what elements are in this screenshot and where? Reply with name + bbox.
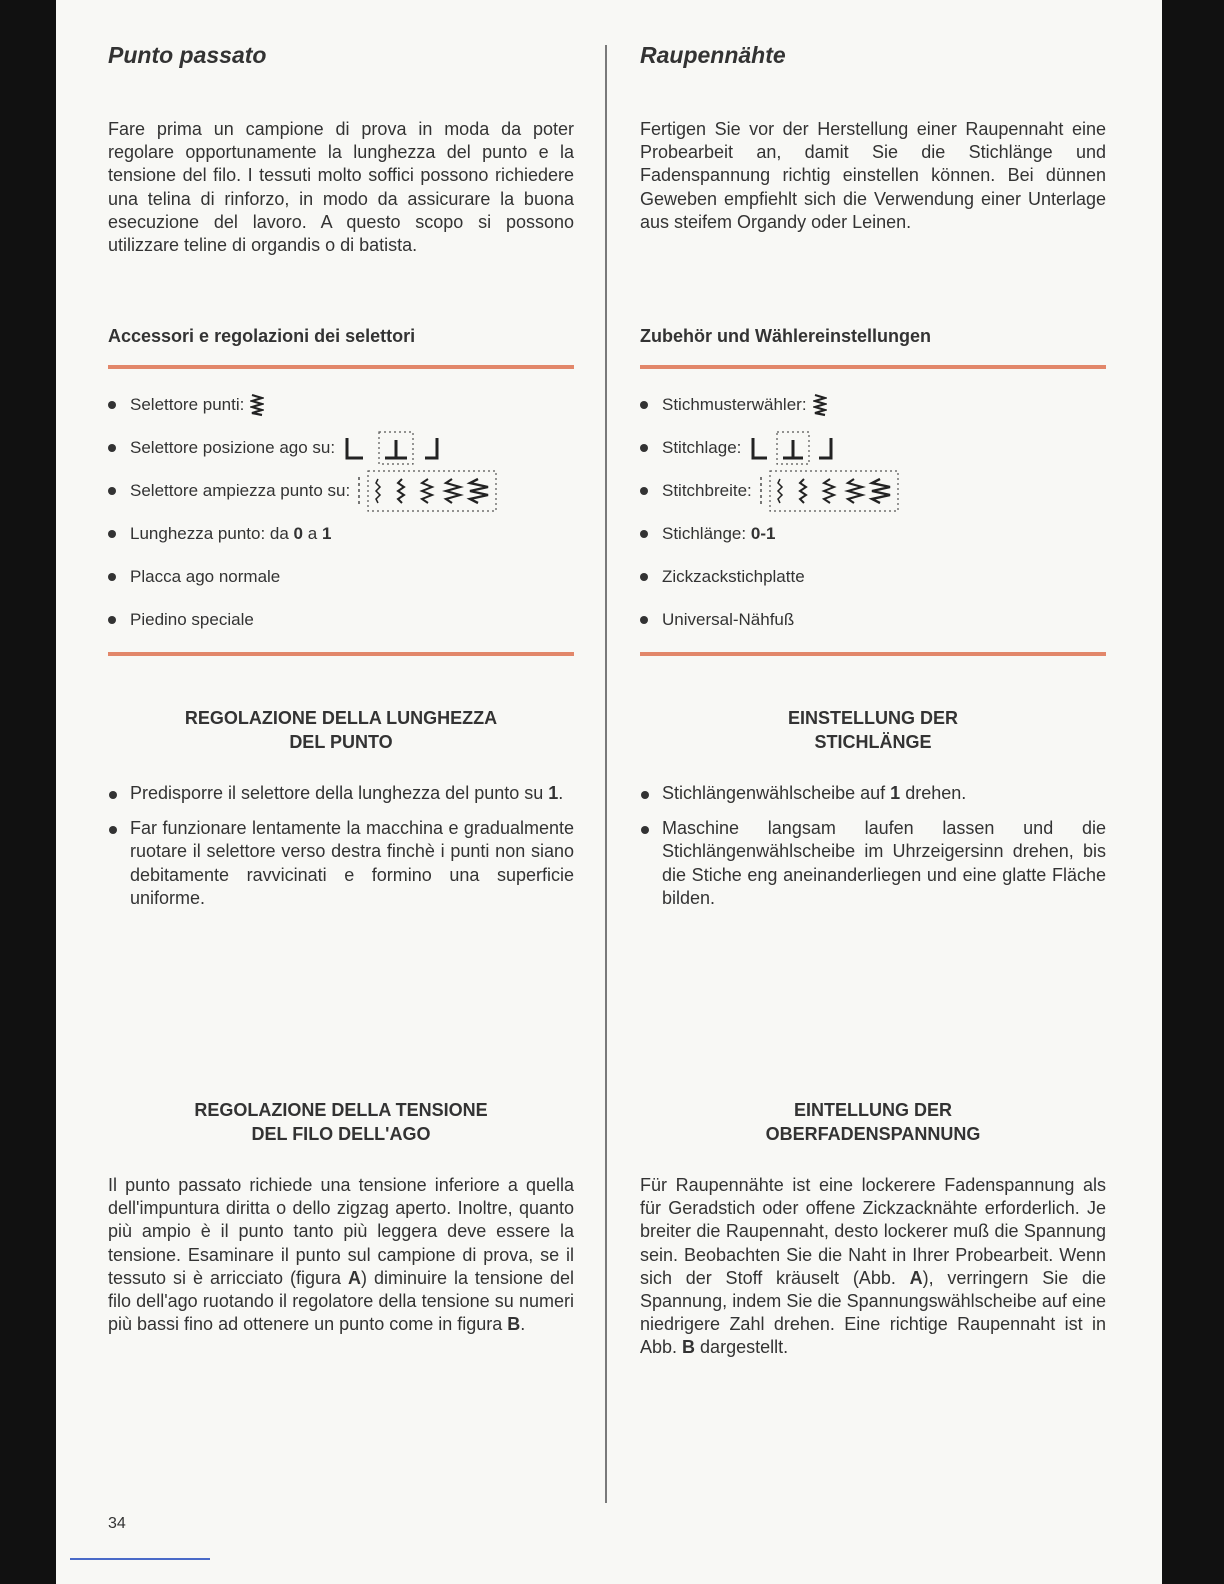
manual-page — [56, 0, 1162, 1584]
list-item: Selettore posizione ago su: — [108, 426, 574, 469]
list-item: Stitchbreite: — [640, 469, 1106, 512]
bullet-icon — [109, 791, 117, 799]
stitch-length-steps — [108, 782, 574, 922]
satin-stitch-pattern-icon — [813, 393, 827, 417]
scan-edge-left — [0, 0, 56, 1584]
intro-paragraph: Fertigen Sie vor der Herstellung einer Raupennaht eine Probearbeit an, damit Sie die Stichlänge und Fadenspannung richtig einstellen können. Bei dünnen Geweben empfiehlt sich die Verwendung einer Unterlage aus steifem Organdy oder Leinen. — [640, 119, 1106, 232]
thread-tension-paragraph: Il punto passato richiede una tensione inferiore a quella dell'impuntura diritta o dello zigzag aperto. Inoltre, quanto più ampio è il punto tanto più leggera deve essere la tensione. Esaminare il punto sul campione di prova, se il tessuto si è arricciato (figura A) diminuire la tensione del filo dell'ago ruotando il regolatore della tensione su numeri più bassi fino ad ottenere un punto come in figura B. — [108, 1175, 574, 1335]
stitch-width-icon — [356, 469, 500, 513]
bullet-icon — [108, 530, 116, 538]
settings-subheading: Accessori e regolazioni dei selettori — [108, 326, 416, 346]
list-item: Piedino speciale — [108, 598, 574, 641]
stitch-length-steps — [640, 782, 1106, 922]
thread-tension-heading: EINTELLUNG DER OBERFADENSPANNUNG — [765, 1100, 981, 1144]
needle-position-icon — [747, 430, 847, 466]
bullet-icon — [640, 530, 648, 538]
list-item: Stichlängenwählscheibe auf 1 drehen. — [640, 782, 1106, 805]
bullet-icon — [640, 401, 648, 409]
list-item: Lunghezza punto: da 0 a 1 — [108, 512, 574, 555]
list-item: Selettore punti: — [108, 383, 574, 426]
needle-position-icon — [341, 430, 461, 466]
list-item: Selettore ampiezza punto su: — [108, 469, 574, 512]
intro-paragraph: Fare prima un campione di prova in moda da poter regolare opportunamente la lunghezza del punto e la tensione del filo. I tessuti molto soffici possono richiedere una telina di rinforzo, in modo da assicurare la buona esecuzione del lavoro. A questo scopo si possono utilizzare teline di organdis o di batista. — [108, 119, 574, 256]
scan-artifact-line — [70, 1558, 210, 1560]
italian-column — [108, 0, 574, 1584]
section-title: Punto passato — [108, 42, 267, 68]
thread-tension-paragraph: Für Raupennähte ist eine lockerere Fadenspannung als für Geradstich oder offene Zickzacknähte erforderlich. Je breiter die Raupennaht, desto lockerer muß die Spannung sein. Beobachten Sie die Naht in Ihrer Probearbeit. Wenn sich der Stoff kräuselt (Abb. A), verringern Sie die Spannung, indem Sie die Spannungswählscheibe auf eine niedrigere Zahl drehen. Eine richtige Raupennaht ist in Abb. B dargestellt. — [640, 1175, 1106, 1358]
accent-rule-top — [108, 365, 574, 369]
list-item: Placca ago normale — [108, 555, 574, 598]
bullet-icon — [640, 487, 648, 495]
column-divider — [605, 45, 607, 1503]
stitch-length-heading: EINSTELLUNG DER STICHLÄNGE — [787, 708, 958, 752]
settings-list — [640, 383, 1106, 641]
list-item: Universal-Nähfuß — [640, 598, 1106, 641]
list-item: Predisporre il selettore della lunghezza del punto su 1. — [108, 782, 574, 805]
scan-edge-right — [1162, 0, 1224, 1584]
thread-tension-heading: REGOLAZIONE DELLA TENSIONE DEL FILO DELL'AGO — [194, 1100, 488, 1144]
accent-rule-top — [640, 365, 1106, 369]
bullet-icon — [108, 616, 116, 624]
page-number: 34 — [108, 1515, 126, 1532]
bullet-icon — [640, 444, 648, 452]
bullet-icon — [640, 573, 648, 581]
list-item: Stitchlage: — [640, 426, 1106, 469]
bullet-icon — [641, 791, 649, 799]
list-item: Zickzackstichplatte — [640, 555, 1106, 598]
list-item: Stichmusterwähler: — [640, 383, 1106, 426]
list-item: Far funzionare lentamente la macchina e gradualmente ruotare il selettore verso destra finchè i punti non siano debitamente ravvicinati e formino una superficie uniforme. — [108, 817, 574, 910]
stitch-width-icon — [758, 469, 902, 513]
bullet-icon — [640, 616, 648, 624]
settings-subheading: Zubehör und Wählereinstellungen — [640, 326, 932, 346]
bullet-icon — [108, 487, 116, 495]
list-item: Maschine langsam laufen lassen und die Stichlängenwählscheibe im Uhrzeigersinn drehen, bis die Stiche eng aneinanderliegen und eine glatte Fläche bilden. — [640, 817, 1106, 910]
bullet-icon — [108, 573, 116, 581]
bullet-icon — [108, 444, 116, 452]
german-column — [640, 0, 1106, 1584]
bullet-icon — [108, 401, 116, 409]
list-item: Stichlänge: 0-1 — [640, 512, 1106, 555]
satin-stitch-pattern-icon — [250, 393, 264, 417]
accent-rule-bottom — [108, 652, 574, 656]
bullet-icon — [109, 826, 117, 834]
accent-rule-bottom — [640, 652, 1106, 656]
settings-list — [108, 383, 574, 641]
bullet-icon — [641, 826, 649, 834]
stitch-length-heading: REGOLAZIONE DELLA LUNGHEZZA DEL PUNTO — [184, 708, 498, 752]
section-title: Raupennähte — [640, 42, 786, 68]
